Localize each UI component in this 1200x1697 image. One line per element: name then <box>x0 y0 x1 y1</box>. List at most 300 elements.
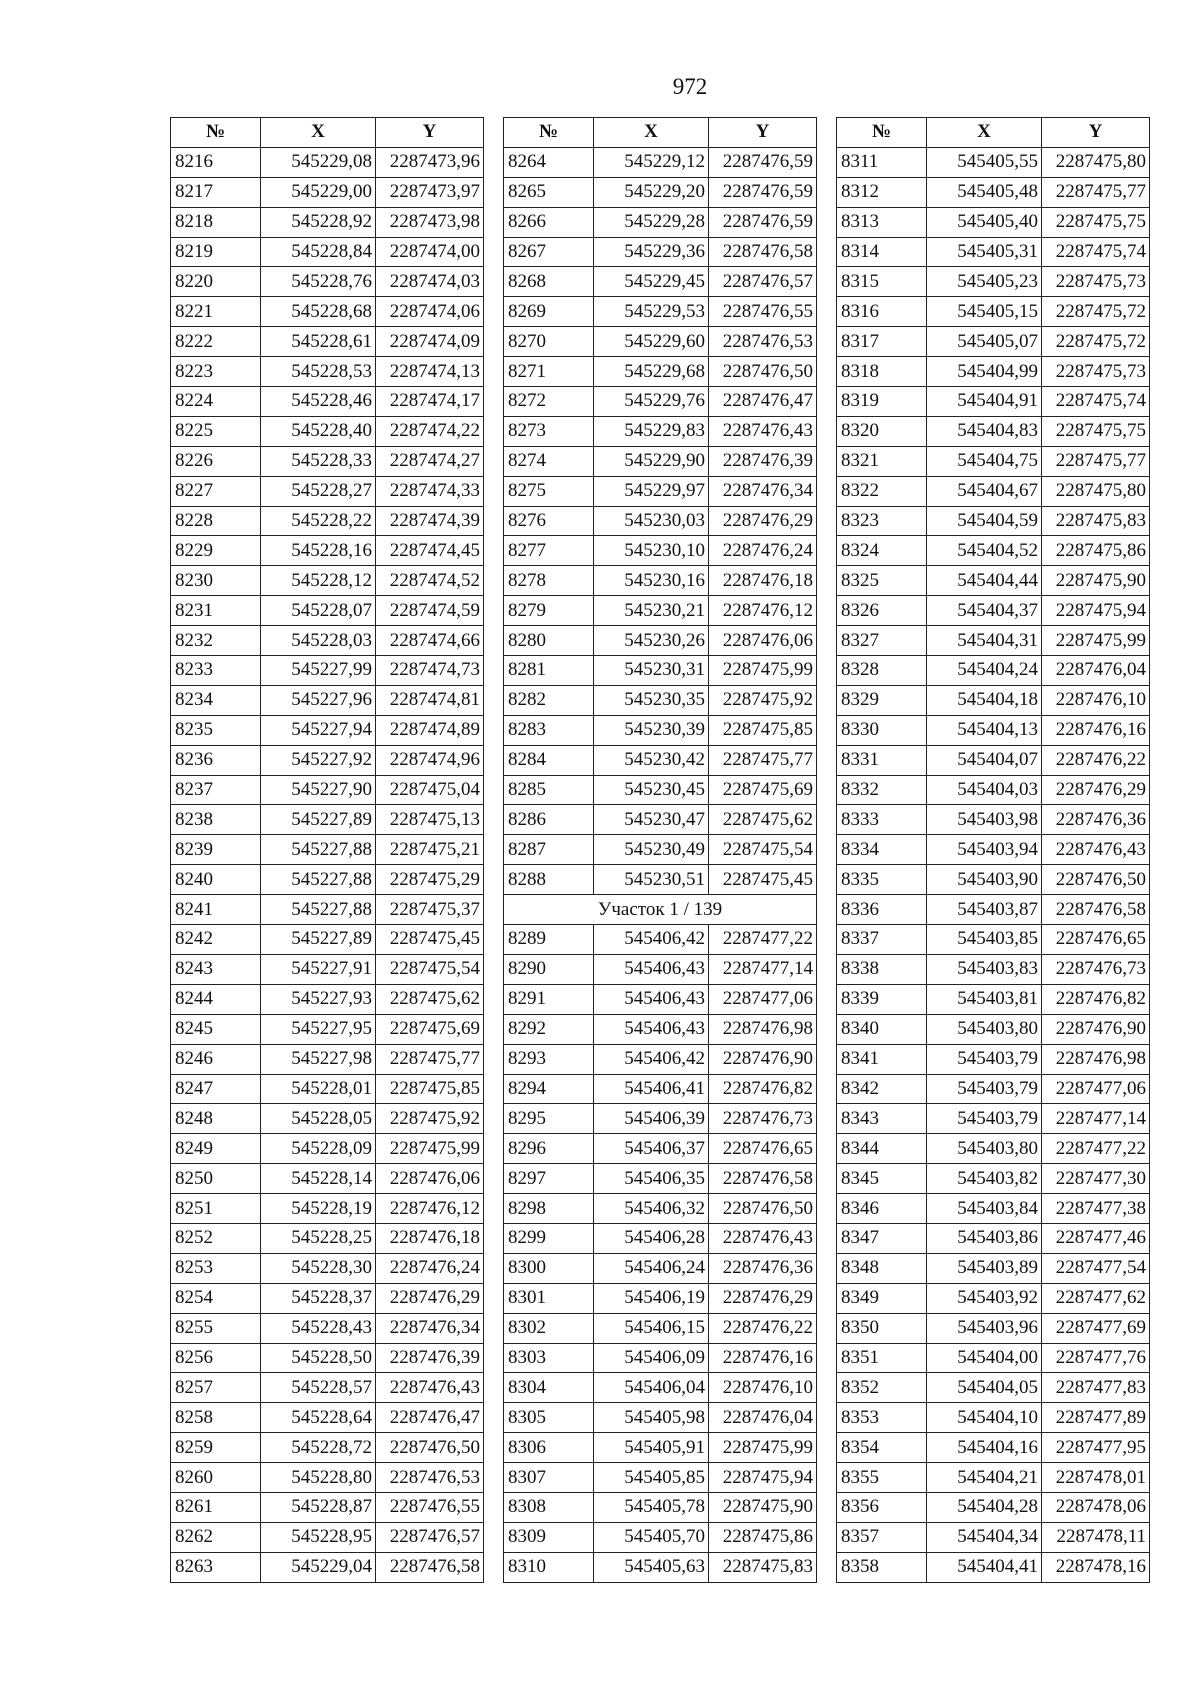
point-number: 8303 <box>504 1343 594 1373</box>
y-coordinate: 2287475,21 <box>376 835 484 865</box>
x-coordinate: 545403,87 <box>927 895 1042 925</box>
x-coordinate: 545405,15 <box>927 297 1042 327</box>
point-number: 8323 <box>837 506 927 536</box>
y-coordinate: 2287474,03 <box>376 267 484 297</box>
x-coordinate: 545228,53 <box>261 357 376 387</box>
table-row <box>171 147 484 177</box>
point-number: 8308 <box>504 1492 594 1522</box>
x-coordinate: 545229,45 <box>594 267 709 297</box>
table-row <box>837 1522 1150 1552</box>
table-row <box>837 476 1150 506</box>
x-coordinate: 545230,45 <box>594 775 709 805</box>
table-row <box>837 1104 1150 1134</box>
x-coordinate: 545227,88 <box>261 865 376 895</box>
table-row <box>837 1253 1150 1283</box>
y-coordinate: 2287477,54 <box>1042 1253 1150 1283</box>
x-coordinate: 545228,25 <box>261 1223 376 1253</box>
point-number: 8267 <box>504 237 594 267</box>
table-row <box>504 1164 817 1194</box>
table-row <box>171 1164 484 1194</box>
y-coordinate: 2287476,55 <box>709 297 817 327</box>
y-coordinate: 2287475,99 <box>709 1433 817 1463</box>
header-y: Y <box>1042 118 1150 148</box>
x-coordinate: 545230,47 <box>594 805 709 835</box>
point-number: 8286 <box>504 805 594 835</box>
y-coordinate: 2287476,29 <box>709 506 817 536</box>
table-row <box>171 506 484 536</box>
table-row <box>504 506 817 536</box>
y-coordinate: 2287476,04 <box>709 1403 817 1433</box>
x-coordinate: 545403,86 <box>927 1223 1042 1253</box>
point-number: 8353 <box>837 1403 927 1433</box>
x-coordinate: 545406,43 <box>594 954 709 984</box>
x-coordinate: 545228,19 <box>261 1194 376 1224</box>
x-coordinate: 545227,89 <box>261 925 376 955</box>
point-number: 8232 <box>171 626 261 656</box>
point-number: 8328 <box>837 656 927 686</box>
y-coordinate: 2287477,22 <box>709 925 817 955</box>
y-coordinate: 2287476,47 <box>376 1403 484 1433</box>
point-number: 8253 <box>171 1253 261 1283</box>
table-row <box>504 267 817 297</box>
y-coordinate: 2287473,96 <box>376 147 484 177</box>
x-coordinate: 545403,96 <box>927 1313 1042 1343</box>
table-row <box>504 1104 817 1134</box>
point-number: 8239 <box>171 835 261 865</box>
point-number: 8229 <box>171 536 261 566</box>
y-coordinate: 2287477,06 <box>1042 1074 1150 1104</box>
table-header-row <box>171 118 484 148</box>
table-row <box>837 1223 1150 1253</box>
table-row <box>504 775 817 805</box>
table-row <box>504 1253 817 1283</box>
header-number: № <box>504 118 594 148</box>
point-number: 8270 <box>504 327 594 357</box>
y-coordinate: 2287476,29 <box>1042 775 1150 805</box>
table-row <box>171 925 484 955</box>
point-number: 8297 <box>504 1164 594 1194</box>
table-row <box>171 1223 484 1253</box>
point-number: 8317 <box>837 327 927 357</box>
x-coordinate: 545229,97 <box>594 476 709 506</box>
y-coordinate: 2287476,98 <box>1042 1044 1150 1074</box>
table-row <box>837 1403 1150 1433</box>
x-coordinate: 545228,43 <box>261 1313 376 1343</box>
y-coordinate: 2287476,22 <box>1042 745 1150 775</box>
table-row <box>171 267 484 297</box>
header-number: № <box>171 118 261 148</box>
table-row <box>171 984 484 1014</box>
y-coordinate: 2287477,69 <box>1042 1313 1150 1343</box>
x-coordinate: 545230,42 <box>594 745 709 775</box>
point-number: 8242 <box>171 925 261 955</box>
x-coordinate: 545405,63 <box>594 1552 709 1582</box>
y-coordinate: 2287476,06 <box>376 1164 484 1194</box>
table-row <box>171 895 484 925</box>
table-row <box>837 327 1150 357</box>
x-coordinate: 545229,53 <box>594 297 709 327</box>
point-number: 8331 <box>837 745 927 775</box>
table-row <box>171 835 484 865</box>
table-row <box>171 1134 484 1164</box>
x-coordinate: 545228,37 <box>261 1283 376 1313</box>
x-coordinate: 545404,52 <box>927 536 1042 566</box>
point-number: 8322 <box>837 476 927 506</box>
x-coordinate: 545228,40 <box>261 416 376 446</box>
point-number: 8344 <box>837 1134 927 1164</box>
point-number: 8294 <box>504 1074 594 1104</box>
x-coordinate: 545228,64 <box>261 1403 376 1433</box>
y-coordinate: 2287476,59 <box>709 147 817 177</box>
table-row <box>171 626 484 656</box>
y-coordinate: 2287476,50 <box>376 1433 484 1463</box>
y-coordinate: 2287474,06 <box>376 297 484 327</box>
point-number: 8358 <box>837 1552 927 1582</box>
point-number: 8315 <box>837 267 927 297</box>
x-coordinate: 545228,87 <box>261 1492 376 1522</box>
x-coordinate: 545404,34 <box>927 1522 1042 1552</box>
point-number: 8345 <box>837 1164 927 1194</box>
x-coordinate: 545403,81 <box>927 984 1042 1014</box>
table-row <box>171 805 484 835</box>
x-coordinate: 545228,57 <box>261 1373 376 1403</box>
point-number: 8299 <box>504 1223 594 1253</box>
table-row <box>171 207 484 237</box>
table-row <box>504 297 817 327</box>
y-coordinate: 2287475,62 <box>709 805 817 835</box>
y-coordinate: 2287476,58 <box>709 1164 817 1194</box>
point-number: 8319 <box>837 387 927 417</box>
table-row <box>504 536 817 566</box>
table-row <box>837 536 1150 566</box>
y-coordinate: 2287476,22 <box>709 1313 817 1343</box>
y-coordinate: 2287475,45 <box>376 925 484 955</box>
point-number: 8329 <box>837 685 927 715</box>
point-number: 8276 <box>504 506 594 536</box>
x-coordinate: 545228,76 <box>261 267 376 297</box>
table-row <box>504 835 817 865</box>
y-coordinate: 2287475,54 <box>709 835 817 865</box>
x-coordinate: 545228,95 <box>261 1522 376 1552</box>
point-number: 8252 <box>171 1223 261 1253</box>
point-number: 8245 <box>171 1014 261 1044</box>
header-x: X <box>594 118 709 148</box>
table-row <box>171 177 484 207</box>
table-row <box>837 207 1150 237</box>
x-coordinate: 545229,36 <box>594 237 709 267</box>
table-row <box>171 715 484 745</box>
coordinates-table-2 <box>503 117 817 1583</box>
y-coordinate: 2287476,50 <box>1042 865 1150 895</box>
point-number: 8330 <box>837 715 927 745</box>
y-coordinate: 2287475,85 <box>709 715 817 745</box>
x-coordinate: 545404,41 <box>927 1552 1042 1582</box>
x-coordinate: 545406,35 <box>594 1164 709 1194</box>
header-x: X <box>927 118 1042 148</box>
y-coordinate: 2287477,22 <box>1042 1134 1150 1164</box>
y-coordinate: 2287476,16 <box>709 1343 817 1373</box>
point-number: 8313 <box>837 207 927 237</box>
x-coordinate: 545230,10 <box>594 536 709 566</box>
table-row <box>837 984 1150 1014</box>
table-row <box>504 685 817 715</box>
table-row <box>171 357 484 387</box>
point-number: 8350 <box>837 1313 927 1343</box>
y-coordinate: 2287475,80 <box>1042 147 1150 177</box>
x-coordinate: 545404,10 <box>927 1403 1042 1433</box>
point-number: 8334 <box>837 835 927 865</box>
y-coordinate: 2287476,18 <box>709 566 817 596</box>
y-coordinate: 2287476,29 <box>376 1283 484 1313</box>
point-number: 8216 <box>171 147 261 177</box>
point-number: 8220 <box>171 267 261 297</box>
x-coordinate: 545404,83 <box>927 416 1042 446</box>
point-number: 8318 <box>837 357 927 387</box>
y-coordinate: 2287473,97 <box>376 177 484 207</box>
coordinates-table-3 <box>836 117 1150 1583</box>
table-row <box>504 954 817 984</box>
point-number: 8287 <box>504 835 594 865</box>
y-coordinate: 2287477,06 <box>709 984 817 1014</box>
y-coordinate: 2287474,22 <box>376 416 484 446</box>
y-coordinate: 2287475,73 <box>1042 267 1150 297</box>
y-coordinate: 2287476,58 <box>1042 895 1150 925</box>
y-coordinate: 2287475,86 <box>1042 536 1150 566</box>
y-coordinate: 2287476,65 <box>709 1134 817 1164</box>
table-row <box>504 357 817 387</box>
point-number: 8324 <box>837 536 927 566</box>
x-coordinate: 545229,04 <box>261 1552 376 1582</box>
point-number: 8343 <box>837 1104 927 1134</box>
point-number: 8337 <box>837 925 927 955</box>
y-coordinate: 2287476,39 <box>709 446 817 476</box>
y-coordinate: 2287476,10 <box>1042 685 1150 715</box>
y-coordinate: 2287475,69 <box>709 775 817 805</box>
y-coordinate: 2287475,94 <box>709 1463 817 1493</box>
x-coordinate: 545227,90 <box>261 775 376 805</box>
table-row <box>504 566 817 596</box>
point-number: 8231 <box>171 596 261 626</box>
table-row <box>171 1253 484 1283</box>
point-number: 8296 <box>504 1134 594 1164</box>
y-coordinate: 2287474,96 <box>376 745 484 775</box>
y-coordinate: 2287476,24 <box>376 1253 484 1283</box>
table-row <box>171 476 484 506</box>
point-number: 8321 <box>837 446 927 476</box>
point-number: 8306 <box>504 1433 594 1463</box>
x-coordinate: 545230,39 <box>594 715 709 745</box>
point-number: 8291 <box>504 984 594 1014</box>
y-coordinate: 2287476,06 <box>709 626 817 656</box>
x-coordinate: 545404,16 <box>927 1433 1042 1463</box>
x-coordinate: 545228,68 <box>261 297 376 327</box>
x-coordinate: 545406,42 <box>594 925 709 955</box>
y-coordinate: 2287477,46 <box>1042 1223 1150 1253</box>
point-number: 8327 <box>837 626 927 656</box>
x-coordinate: 545230,31 <box>594 656 709 686</box>
x-coordinate: 545229,28 <box>594 207 709 237</box>
x-coordinate: 545229,00 <box>261 177 376 207</box>
point-number: 8305 <box>504 1403 594 1433</box>
y-coordinate: 2287475,92 <box>709 685 817 715</box>
x-coordinate: 545405,31 <box>927 237 1042 267</box>
table-row <box>837 1014 1150 1044</box>
table-row <box>504 626 817 656</box>
y-coordinate: 2287475,72 <box>1042 297 1150 327</box>
x-coordinate: 545404,44 <box>927 566 1042 596</box>
y-coordinate: 2287476,39 <box>376 1343 484 1373</box>
table-row <box>504 745 817 775</box>
y-coordinate: 2287475,37 <box>376 895 484 925</box>
x-coordinate: 545228,33 <box>261 446 376 476</box>
y-coordinate: 2287475,83 <box>1042 506 1150 536</box>
y-coordinate: 2287476,34 <box>709 476 817 506</box>
table-row <box>837 895 1150 925</box>
point-number: 8246 <box>171 1044 261 1074</box>
point-number: 8354 <box>837 1433 927 1463</box>
x-coordinate: 545406,39 <box>594 1104 709 1134</box>
table-row <box>171 566 484 596</box>
point-number: 8227 <box>171 476 261 506</box>
y-coordinate: 2287475,29 <box>376 865 484 895</box>
y-coordinate: 2287474,17 <box>376 387 484 417</box>
table-row <box>171 1463 484 1493</box>
table-row <box>504 865 817 895</box>
table-row <box>837 1074 1150 1104</box>
table-row <box>171 1074 484 1104</box>
table-row <box>504 387 817 417</box>
point-number: 8357 <box>837 1522 927 1552</box>
point-number: 8257 <box>171 1373 261 1403</box>
header-x: X <box>261 118 376 148</box>
y-coordinate: 2287476,90 <box>1042 1014 1150 1044</box>
y-coordinate: 2287475,74 <box>1042 387 1150 417</box>
x-coordinate: 545404,07 <box>927 745 1042 775</box>
x-coordinate: 545228,27 <box>261 476 376 506</box>
point-number: 8258 <box>171 1403 261 1433</box>
x-coordinate: 545403,83 <box>927 954 1042 984</box>
y-coordinate: 2287474,27 <box>376 446 484 476</box>
y-coordinate: 2287475,69 <box>376 1014 484 1044</box>
table-row <box>837 1313 1150 1343</box>
point-number: 8275 <box>504 476 594 506</box>
point-number: 8218 <box>171 207 261 237</box>
table-row <box>504 1044 817 1074</box>
y-coordinate: 2287476,59 <box>709 177 817 207</box>
y-coordinate: 2287476,65 <box>1042 925 1150 955</box>
x-coordinate: 545404,00 <box>927 1343 1042 1373</box>
y-coordinate: 2287476,36 <box>709 1253 817 1283</box>
table-row <box>837 506 1150 536</box>
x-coordinate: 545228,01 <box>261 1074 376 1104</box>
y-coordinate: 2287476,82 <box>1042 984 1150 1014</box>
y-coordinate: 2287476,59 <box>709 207 817 237</box>
y-coordinate: 2287476,50 <box>709 357 817 387</box>
y-coordinate: 2287475,99 <box>1042 626 1150 656</box>
point-number: 8234 <box>171 685 261 715</box>
table-row <box>837 1194 1150 1224</box>
table-row <box>504 1492 817 1522</box>
table-row <box>837 446 1150 476</box>
table-row <box>837 1134 1150 1164</box>
y-coordinate: 2287474,45 <box>376 536 484 566</box>
y-coordinate: 2287475,77 <box>1042 177 1150 207</box>
table-row <box>171 446 484 476</box>
table-row <box>504 1313 817 1343</box>
table-row <box>171 954 484 984</box>
point-number: 8320 <box>837 416 927 446</box>
table-row <box>171 775 484 805</box>
table-header-row <box>504 118 817 148</box>
point-number: 8325 <box>837 566 927 596</box>
table-row <box>504 715 817 745</box>
x-coordinate: 545227,93 <box>261 984 376 1014</box>
point-number: 8272 <box>504 387 594 417</box>
table-row <box>171 745 484 775</box>
point-number: 8254 <box>171 1283 261 1313</box>
point-number: 8265 <box>504 177 594 207</box>
point-number: 8230 <box>171 566 261 596</box>
table-row <box>171 297 484 327</box>
table-row <box>837 954 1150 984</box>
x-coordinate: 545230,21 <box>594 596 709 626</box>
table-row <box>837 626 1150 656</box>
point-number: 8241 <box>171 895 261 925</box>
x-coordinate: 545405,85 <box>594 1463 709 1493</box>
y-coordinate: 2287476,58 <box>709 237 817 267</box>
table-row <box>504 656 817 686</box>
table-row <box>504 1433 817 1463</box>
point-number: 8309 <box>504 1522 594 1552</box>
table-row <box>837 656 1150 686</box>
point-number: 8228 <box>171 506 261 536</box>
table-row <box>837 1164 1150 1194</box>
table-row <box>171 685 484 715</box>
point-number: 8290 <box>504 954 594 984</box>
x-coordinate: 545403,79 <box>927 1104 1042 1134</box>
point-number: 8264 <box>504 147 594 177</box>
x-coordinate: 545403,79 <box>927 1074 1042 1104</box>
y-coordinate: 2287477,62 <box>1042 1283 1150 1313</box>
table-row <box>504 1463 817 1493</box>
y-coordinate: 2287476,58 <box>376 1552 484 1582</box>
point-number: 8342 <box>837 1074 927 1104</box>
table-row <box>504 1373 817 1403</box>
x-coordinate: 545404,91 <box>927 387 1042 417</box>
y-coordinate: 2287475,04 <box>376 775 484 805</box>
point-number: 8285 <box>504 775 594 805</box>
x-coordinate: 545403,84 <box>927 1194 1042 1224</box>
section-row <box>504 895 817 925</box>
x-coordinate: 545405,91 <box>594 1433 709 1463</box>
point-number: 8273 <box>504 416 594 446</box>
y-coordinate: 2287476,16 <box>1042 715 1150 745</box>
y-coordinate: 2287475,85 <box>376 1074 484 1104</box>
y-coordinate: 2287473,98 <box>376 207 484 237</box>
x-coordinate: 545228,22 <box>261 506 376 536</box>
x-coordinate: 545227,99 <box>261 656 376 686</box>
table-row <box>171 327 484 357</box>
table-row <box>837 1433 1150 1463</box>
table-row <box>504 1283 817 1313</box>
table-row <box>504 984 817 1014</box>
table-row <box>837 1373 1150 1403</box>
y-coordinate: 2287474,13 <box>376 357 484 387</box>
y-coordinate: 2287475,72 <box>1042 327 1150 357</box>
y-coordinate: 2287476,47 <box>709 387 817 417</box>
point-number: 8336 <box>837 895 927 925</box>
table-row <box>171 1194 484 1224</box>
